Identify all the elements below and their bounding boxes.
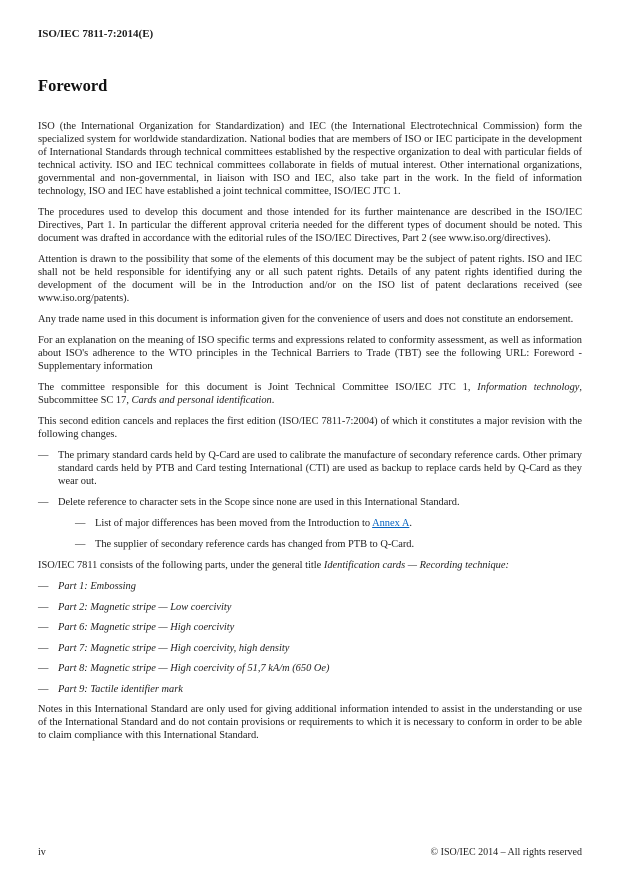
dash-bullet: —: [38, 683, 49, 695]
change-item: [38, 449, 582, 488]
text-segment: Information technology: [477, 382, 580, 393]
part-item-text: Part 1: Embossing: [58, 581, 136, 592]
part-item: [38, 621, 582, 634]
part-item: [38, 580, 582, 593]
text-segment: Identification cards — Recording technique:: [323, 560, 509, 571]
part-item-text: Part 2: Magnetic stripe — Low coercivity: [58, 601, 232, 613]
paragraph-second-edition: This second edition cancels and replaces the first edition (ISO/IEC 7811-7:2004) of which it constitutes a major revision with the following changes.: [38, 416, 582, 440]
paragraph-procedures: The procedures used to develop this document and those intended for its further maintenance are described in the ISO/IEC Directives, Part 1. In particular the different approval criteria needed for the different types of document should be noted. This document was drafted in accordance with the editorial rules of the ISO/IEC Directives, Part 2 (see www.iso.org/directives).: [38, 207, 582, 244]
part-item: [38, 601, 582, 614]
part-item: [38, 683, 582, 696]
annex-a-link[interactable]: Annex A: [372, 518, 410, 529]
part-item-text: Part 6: Magnetic stripe — High coercivity: [58, 622, 235, 633]
paragraph-notes: Notes in this International Standard are only used for giving additional information intended to assist in the understanding or use of the International Standard and do not contain provisions or requirements to which it is necessary to conform in order to be able to claim compliance with this International Standard.: [38, 704, 582, 741]
part-item: [38, 642, 582, 655]
dash-bullet: —: [75, 518, 86, 529]
paragraph-iso-iec-intro: ISO (the International Organization for Standardization) and IEC (the International Electrotechnical Commission) form the specialized system for worldwide standardization. National bodies that are members of ISO or IEC participate in the development of International Standards through technical committees established by the respective organization to deal with particular fields of technical activity. ISO and IEC technical committees collaborate in fields of mutual interest. Other international organizations, governmental and non-governmental, in liaison with ISO and IEC, also take part in the work. In the field of information technology, ISO and IEC have established a joint technical committee, ISO/IEC JTC 1.: [38, 121, 582, 197]
dash-bullet: —: [38, 581, 49, 592]
document-body: [38, 120, 582, 742]
text-segment: .: [271, 395, 275, 406]
text-segment: The committee responsible for this document is Joint Technical Committee ISO/IEC JTC 1,: [38, 382, 478, 393]
page-number: iv: [38, 847, 46, 858]
page-footer: [38, 847, 582, 858]
paragraph-committee: [38, 381, 582, 407]
part-item: [38, 662, 582, 675]
change-item-text: The primary standard cards held by Q-Card are used to calibrate the manufacture of secondary reference cards. Other primary standard cards held by PTB and Card testing International (CTI) are used as backup to replace cards held by Q-Card as they wear out.: [58, 450, 582, 487]
paragraph-patents: Attention is drawn to the possibility that some of the elements of this document may be the subject of patent rights. ISO and IEC shall not be held responsible for identifying any or all such patent rights. Details of any patent rights identified during the development of the document will be in the Introduction and/or on the ISO list of patent declarations received (see www.iso.org/patents).: [38, 254, 582, 304]
part-item-text: Part 9: Tactile identifier mark: [58, 683, 183, 695]
paragraph-parts-intro: [38, 559, 582, 572]
dash-bullet: —: [38, 497, 49, 508]
text-segment: Cards and personal identification: [131, 395, 272, 406]
header-document-code: ISO/IEC 7811-7:2014(E): [38, 28, 154, 40]
paragraph-conformity: For an explanation on the meaning of ISO specific terms and expressions related to conformity assessment, as well as information about ISO's adherence to the WTO principles in the Technical Barriers to Trade (TBT) see the following URL: Foreword - Supplementary information: [38, 335, 582, 372]
sub-change-item-text: [95, 517, 582, 530]
sub-change-item: [75, 538, 582, 551]
change-item-text: Delete reference to character sets in the Scope since none are used in this International Standard.: [58, 497, 460, 508]
sub-change-item-text: The supplier of secondary reference cards has changed from PTB to Q-Card.: [95, 539, 415, 550]
text-segment: ISO/IEC 7811 consists of the following parts, under the general title: [38, 560, 324, 571]
parts-list: [38, 580, 582, 696]
sub-change-item: [75, 517, 582, 530]
page-title: Foreword: [38, 76, 108, 95]
text-segment: .: [409, 518, 412, 529]
dash-bullet: —: [38, 601, 49, 613]
part-item-text: Part 8: Magnetic stripe — High coercivity of 51,7 kA/m (650 Oe): [58, 663, 330, 674]
change-item: [38, 496, 582, 509]
changes-list: [38, 449, 582, 551]
part-item-text: Part 7: Magnetic stripe — High coercivity, high density: [58, 642, 290, 654]
dash-bullet: —: [38, 450, 49, 461]
paragraph-trade-name: Any trade name used in this document is information given for the convenience of users and does not constitute an endorsement.: [38, 314, 574, 325]
dash-bullet: —: [38, 642, 49, 654]
dash-bullet: —: [38, 663, 49, 674]
text-segment: List of major differences has been moved from the Introduction to: [95, 518, 373, 529]
text-segment: , Subcommittee SC 17,: [38, 382, 582, 406]
dash-bullet: —: [75, 539, 86, 550]
copyright-notice: © ISO/IEC 2014 – All rights reserved: [430, 847, 582, 858]
dash-bullet: —: [38, 622, 49, 633]
